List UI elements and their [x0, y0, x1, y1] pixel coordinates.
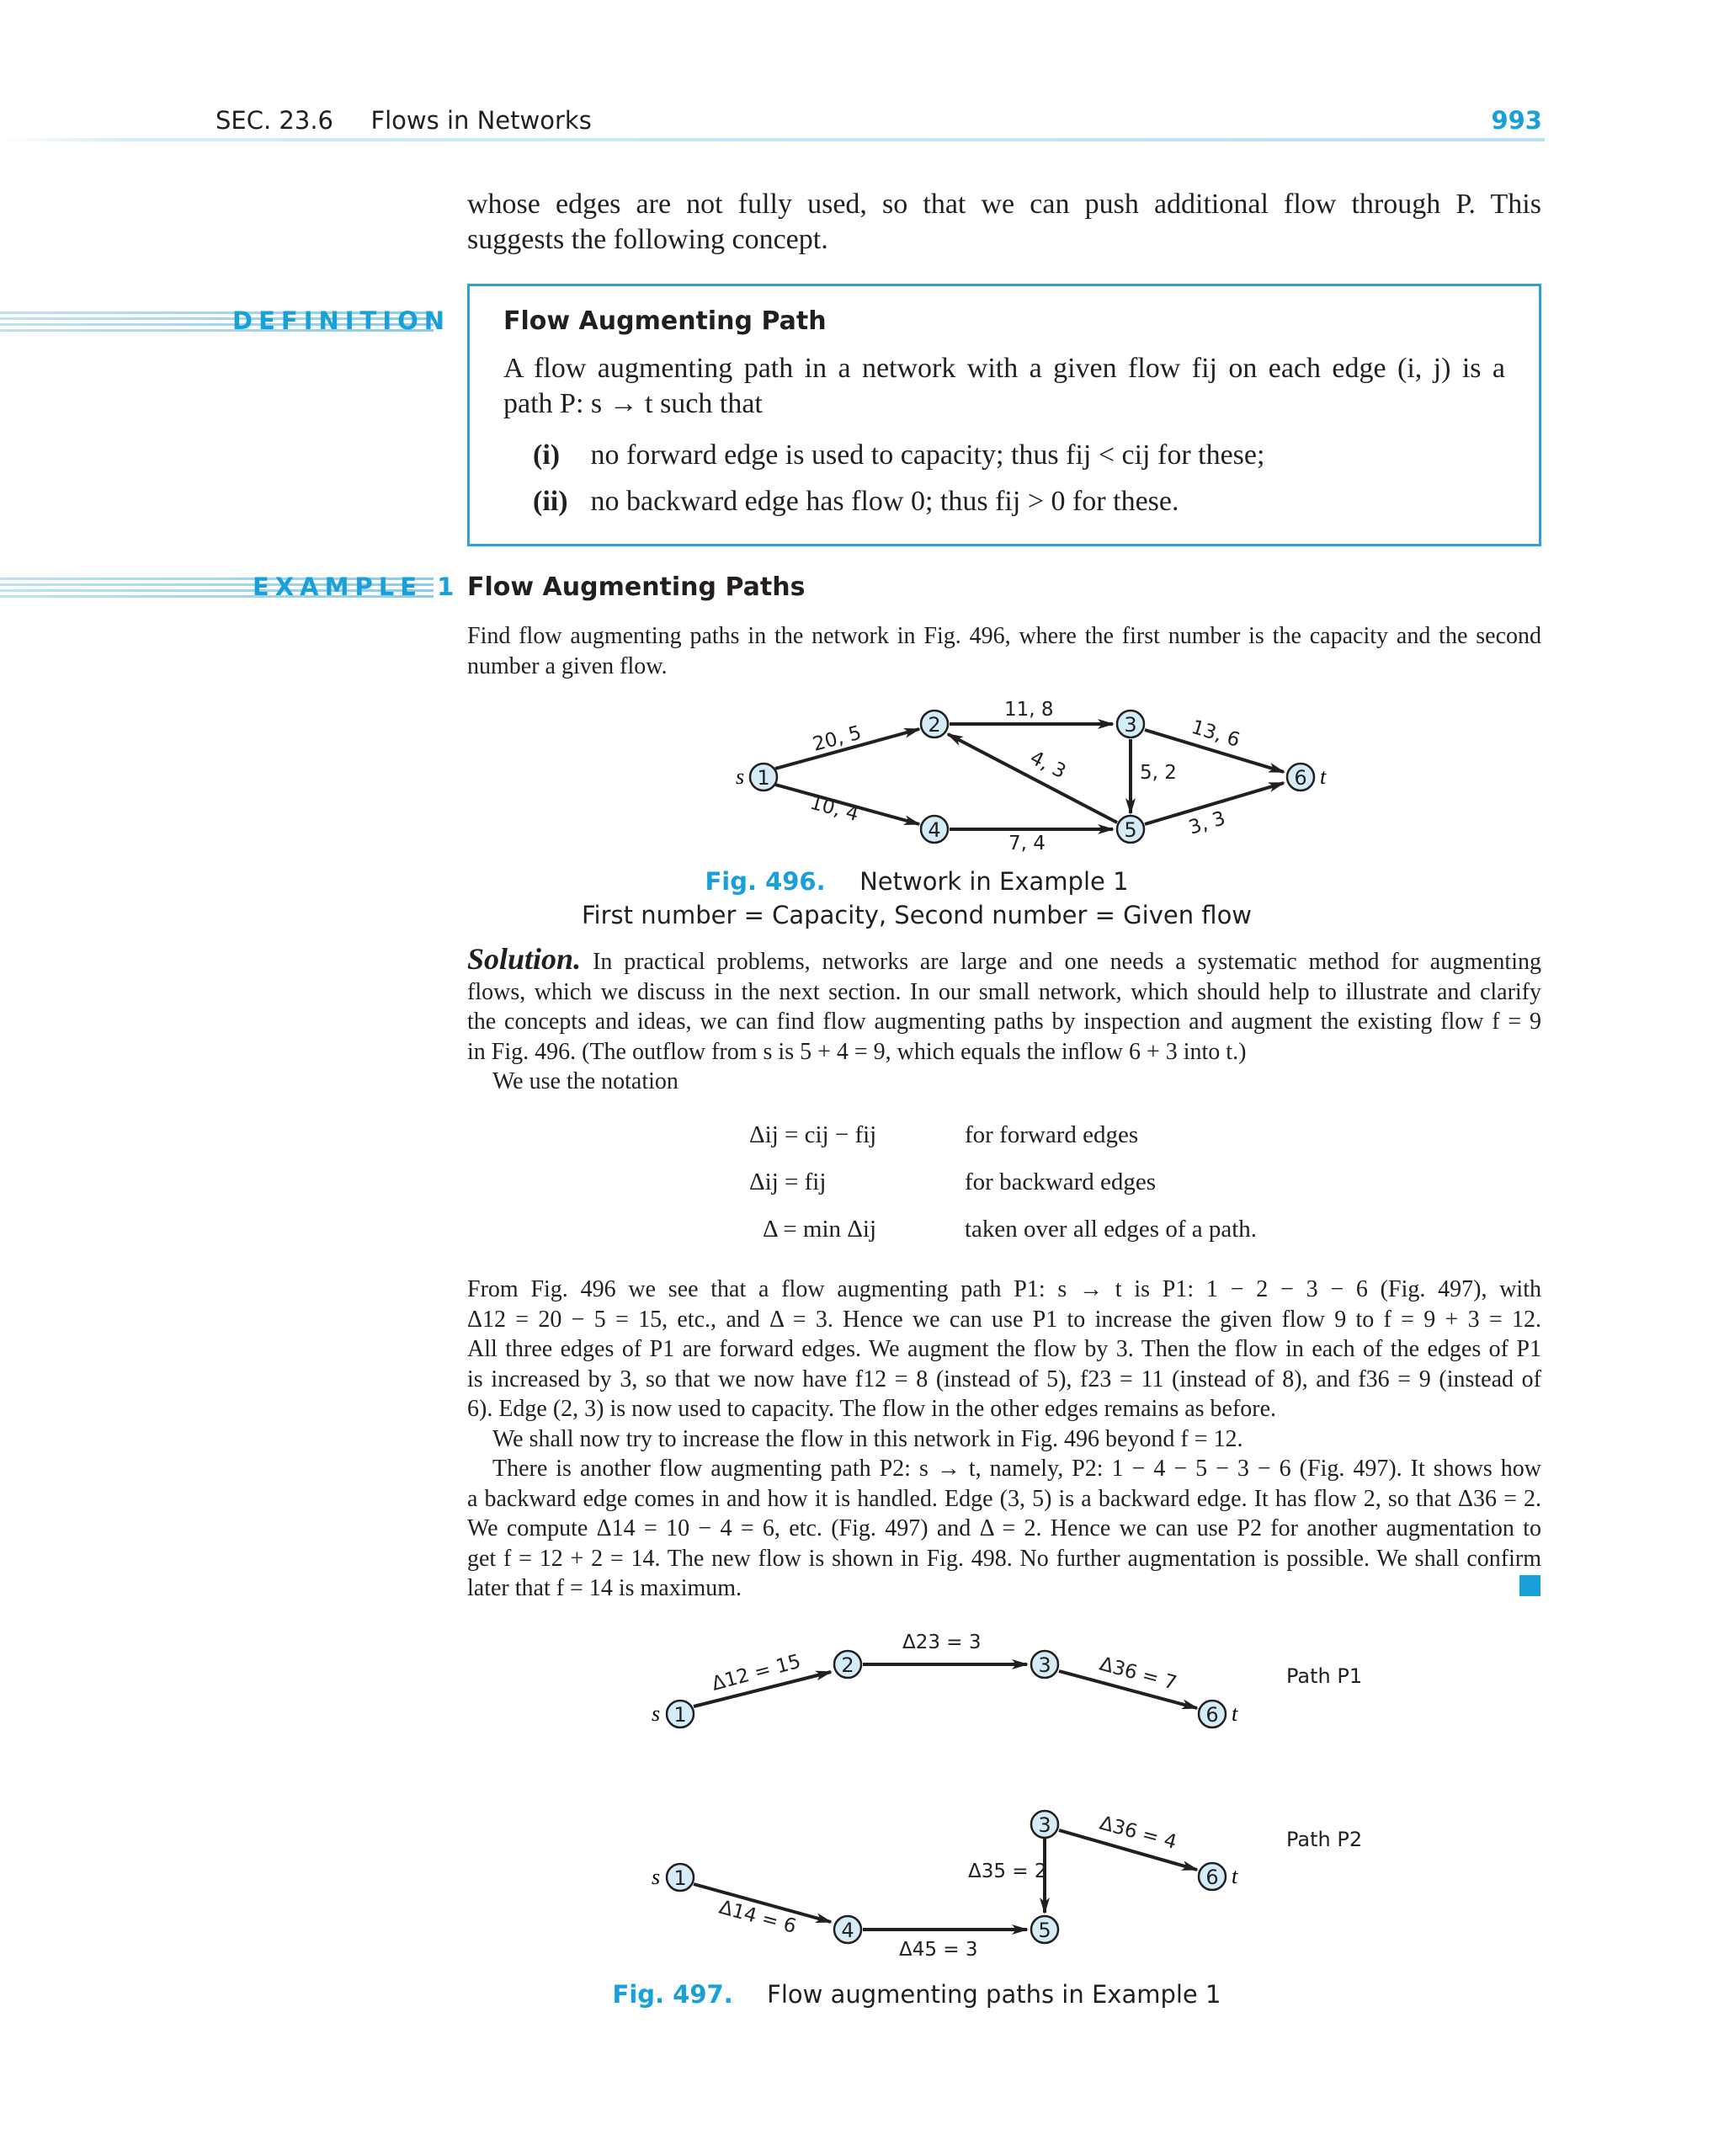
solution-line-1	[467, 942, 1541, 977]
item-1-text: no forward edge is used to capacity; thus fij < cij for these;	[590, 439, 1265, 471]
notation-desc-3: taken over all edges of a path.	[965, 1216, 1258, 1243]
fig-497-caption-wrap	[613, 1980, 1221, 2009]
fig-497-number: Fig. 497.	[612, 1980, 733, 2009]
p2-delta-36: Δ36 = 4	[1097, 1812, 1179, 1855]
solution-line-2: flows, which we discuss in the next section. In our small network, which should help to illustrate and clarify	[467, 978, 1541, 1005]
edge-2-3-label: 11, 8	[1004, 699, 1054, 721]
node-6-label: 6	[1294, 766, 1307, 790]
p2-line-8: a backward edge comes in and how it is handled. Edge (3, 5) is a backward edge. It has flow 2, so that Δ36 = 2.	[467, 1485, 1541, 1512]
edge-5-2	[948, 734, 1117, 822]
p2-line-3: All three edges of P1 are forward edges. We augment the flow by 3. Then the flow in each of the edges of P1	[467, 1336, 1541, 1362]
p1-node-1-label: 1	[673, 1703, 687, 1727]
notation-formula-1: Δij = cij − fij	[749, 1121, 877, 1148]
p1-delta-36: Δ36 = 7	[1097, 1653, 1179, 1696]
p2-line-1: From Fig. 496 we see that a flow augmenting path P1: s → t is P1: 1 − 2 − 3 − 6 (Fig. 497), with	[467, 1276, 1541, 1302]
p1-node-6-label: 6	[1205, 1703, 1219, 1727]
fig-496-caption-line-2: First number = Capacity, Second number = Given flow	[581, 901, 1253, 929]
p1-sink-label: t	[1232, 1701, 1238, 1726]
node-3-label: 3	[1124, 713, 1137, 737]
edge-3-5-label: 5, 2	[1140, 762, 1177, 784]
p2-line-11: later that f = 14 is maximum.	[467, 1575, 742, 1601]
p2-node-1-label: 1	[673, 1866, 687, 1890]
fig-496-number: Fig. 496.	[705, 867, 826, 896]
p1-path-label: Path P1	[1286, 1664, 1363, 1688]
definition-line-2: path P: s → t such that	[503, 388, 763, 419]
p2-delta-35: Δ35 = 2	[968, 1861, 1047, 1882]
definition-label: DEFINITION	[232, 306, 451, 335]
solution-heading: Solution.	[467, 942, 582, 976]
figure-497	[0, 1600, 1724, 2037]
solution-line-5: We use the notation	[492, 1068, 678, 1094]
p1-delta-12: Δ12 = 15	[709, 1650, 804, 1696]
p2-line-9: We compute Δ14 = 10 − 4 = 6, etc. (Fig. 497) and Δ = 2. Hence we can use P2 for another augmentation to	[467, 1515, 1541, 1541]
fig-497-caption	[0, 1980, 1724, 2009]
p2-sink-label: t	[1232, 1864, 1238, 1888]
p2-node-6-label: 6	[1205, 1866, 1219, 1889]
example-line-1: Find flow augmenting paths in the network in Fig. 496, where the first number is the capacity and the second	[467, 623, 1541, 649]
p2-path-label: Path P2	[1286, 1828, 1363, 1851]
edge-3-6-label: 13, 6	[1189, 716, 1242, 752]
notation-desc-1: for forward edges	[965, 1121, 1139, 1148]
example-label: EXAMPLE 1	[253, 572, 460, 601]
edge-1-4-label: 10, 4	[807, 791, 861, 826]
fig-496-caption	[0, 867, 1724, 929]
p1-source-label: s	[652, 1701, 661, 1726]
sink-label: t	[1320, 764, 1327, 789]
example-line-2: number a given flow.	[467, 653, 668, 679]
item-1-label: (i)	[533, 439, 561, 471]
p2-line-2: Δ12 = 20 − 5 = 15, etc., and Δ = 3. Hence we can use P1 to increase the given flow 9 to f = 9 + 3 = 12.	[467, 1306, 1541, 1333]
p1-node-2-label: 2	[841, 1653, 854, 1677]
definition-heading: Flow Augmenting Path	[503, 306, 827, 336]
section-title: Flows in Networks	[370, 106, 592, 135]
p2-line-7: There is another flow augmenting path P2: s → t, namely, P2: 1 − 4 − 5 − 3 − 6 (Fig. 497). It shows how	[492, 1456, 1541, 1482]
node-4-label: 4	[928, 818, 941, 842]
fig-496-caption-line-1	[109, 867, 1724, 896]
p2-delta-14: Δ14 = 6	[716, 1896, 799, 1939]
notation-formula-3: Δ = min Δij	[763, 1216, 877, 1243]
p2-source-label: s	[652, 1865, 661, 1889]
p2-line-6: We shall now try to increase the flow in this network in Fig. 496 beyond f = 12.	[492, 1425, 1243, 1452]
example-heading: Flow Augmenting Paths	[467, 572, 806, 602]
paragraph-2	[467, 1275, 1541, 1604]
definition-line-1: A flow augmenting path in a network with a given flow fij on each edge (i, j) is a	[503, 353, 1505, 384]
solution-line-4: in Fig. 496. (The outflow from s is 5 + 4 = 9, which equals the inflow 6 + 3 into t.)	[467, 1038, 1247, 1065]
node-5-label: 5	[1124, 818, 1137, 842]
section-number: SEC. 23.6	[216, 106, 333, 135]
edge-4-5-label: 7, 4	[1008, 833, 1046, 854]
node-1-label: 1	[757, 766, 770, 790]
p2-node-5-label: 5	[1038, 1919, 1051, 1942]
solution-line-3: the concepts and ideas, we can find flow augmenting paths by inspection and augment the existing flow f = 9	[467, 1009, 1541, 1035]
intro-line-2: suggests the following concept.	[467, 224, 828, 255]
notation-formula-2: Δij = fij	[749, 1168, 827, 1195]
p2-node-3-label: 3	[1038, 1813, 1051, 1837]
path-p1	[652, 1632, 1362, 1727]
source-label: s	[736, 764, 745, 789]
solution-paragraph	[467, 942, 1541, 1097]
edge-1-2-label: 20, 5	[810, 721, 865, 756]
p2-line-5: 6). Edge (2, 3) is now used to capacity. The flow in the other edges remains as before.	[467, 1396, 1277, 1422]
p1-delta-23: Δ23 = 3	[902, 1632, 982, 1653]
solution-text-1: In practical problems, networks are large and one needs a systematic method for augmenting	[593, 949, 1541, 975]
intro-line-1: whose edges are not fully used, so that we can push additional flow through P. This	[467, 189, 1541, 220]
p2-line-4: is increased by 3, so that we now have f12 = 8 (instead of 5), f23 = 11 (instead of 8), and f36 = 9 (instead of	[467, 1365, 1541, 1392]
figure-496	[0, 0, 1724, 943]
node-2-label: 2	[928, 713, 941, 737]
page-number: 993	[1491, 106, 1542, 135]
p2-node-4-label: 4	[841, 1919, 854, 1942]
item-2-text: no backward edge has flow 0; thus fij > 0 for these.	[590, 486, 1179, 517]
edge-5-2-label: 4, 3	[1026, 747, 1070, 784]
path-p2	[652, 1811, 1362, 1961]
fig-496-title: Network in Example 1	[859, 867, 1129, 896]
notation-desc-2: for backward edges	[965, 1168, 1157, 1195]
p2-delta-45: Δ45 = 3	[899, 1939, 978, 1961]
edge-5-6-label: 3, 3	[1186, 807, 1228, 839]
p2-line-10: get f = 12 + 2 = 14. The new flow is shown in Fig. 498. No further augmentation is possible. We shall confirm	[467, 1545, 1541, 1572]
end-of-example-marker	[1519, 1575, 1540, 1596]
fig-497-title: Flow augmenting paths in Example 1	[767, 1980, 1221, 2009]
item-2-label: (ii)	[533, 486, 568, 517]
p1-node-3-label: 3	[1038, 1653, 1051, 1677]
